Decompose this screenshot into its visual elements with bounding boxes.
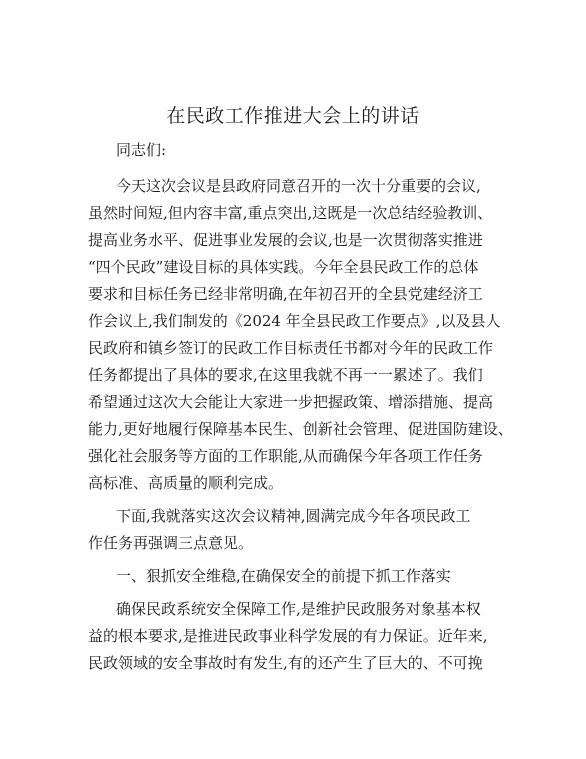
paragraph-line: 作任务再强调三点意见。 [88, 534, 254, 552]
paragraph-line: 确保民政系统安全保障工作,是维护民政服务对象基本权 [116, 600, 481, 618]
paragraph-line: 高标准、高质量的顺利完成。 [88, 474, 284, 492]
paragraph-line: 要求和目标任务已经非常明确,在年初召开的全县党建经济工 [88, 285, 483, 303]
paragraph-line: 任务都提出了具体的要求,在这里我就不再一一累述了。我们 [88, 366, 483, 384]
paragraph-line: 民政府和镇乡签订的民政工作目标责任书都对今年的民政工作 [88, 339, 494, 357]
paragraph-line: 强化社会服务等方面的工作职能,从而确保今年各项工作任务 [88, 447, 483, 465]
paragraph-line: 能力,更好地履行保障基本民生、创新社会管理、促进国防建设、 [88, 420, 513, 438]
paragraph-line: “四个民政”建设目标的具体实践。今年全县民政工作的总体 [88, 258, 479, 276]
paragraph-line: 下面,我就落实这次会议精神,圆满完成今年各项民政工 [116, 507, 471, 525]
paragraph-line: 提高业务水平、促进事业发展的会议,也是一次贯彻落实推进 [88, 231, 483, 249]
paragraph-line: 民政领域的安全事故时有发生,有的还产生了巨大的、不可挽 [88, 654, 483, 672]
section-heading: 一、狠抓安全维稳,在确保安全的前提下抓工作落实 [116, 567, 451, 585]
paragraph-line: 益的根本要求,是推进民政事业科学发展的有力保证。近年来, [88, 627, 488, 645]
paragraph-line: 虽然时间短,但内容丰富,重点突出,这既是一次总结经验教训、 [88, 204, 493, 222]
paragraph-line: 作会议上,我们制发的《2024 年全县民政工作要点》,以及县人 [88, 312, 501, 330]
document-title: 在民政工作推进大会上的讲话 [166, 105, 420, 127]
paragraph-line: 希望通过这次大会能让大家进一步把握政策、增添措施、提高 [88, 393, 494, 411]
salutation: 同志们: [116, 141, 167, 159]
paragraph-line: 今天这次会议是县政府同意召开的一次十分重要的会议, [116, 177, 481, 195]
